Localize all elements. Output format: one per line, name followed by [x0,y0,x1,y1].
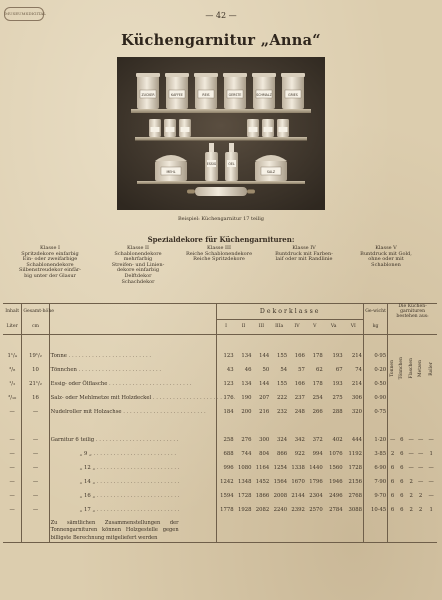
cell-parts: — [408,464,414,471]
class-col: III [252,319,270,334]
cell-name: Nudelroller mit Holzachse . . . [49,405,217,419]
cell-liter: 1¹/₄ [3,349,22,363]
cell-parts: — [417,478,424,485]
cell-price: 74 [355,366,363,373]
cell-price: 324 [276,436,288,443]
cell-price: 193 [332,380,343,387]
cell-price: 996 [223,464,234,471]
cell-liter: — [3,475,22,489]
cell-price: 50 [262,366,270,373]
cell-price: 57 [298,366,305,373]
table-row [3,391,437,405]
cell-price: 804 [259,450,270,457]
cell-price: 178 [312,380,323,387]
cell-liter: — [3,405,22,419]
photo-caption: Beispiel: Küchengarnitur 17 teilig [178,216,264,222]
cell-price: 342 [294,436,305,443]
part-col-roller [425,334,437,405]
price-table [3,303,437,543]
decor-class-heading: Klasse I [40,245,60,251]
cell-price: 178 [312,352,323,359]
cell-parts: — [428,492,434,499]
part-col-tonnen [388,334,397,405]
middle-shelf [135,137,307,141]
cell-price: 1866 [255,492,270,499]
cell-parts: 6 [400,506,404,513]
table-row [3,433,437,447]
cell-price: 1594 [220,492,234,499]
decor-class-line: ohne oder mit [368,256,404,263]
spice-label [181,127,190,132]
cell-price: 134 [241,352,252,359]
cell-price: 67 [335,366,343,373]
cell-name: „ 9 „ . . . [49,447,217,461]
rolling-pin-handle [187,190,195,194]
cell-liter: ¹/₂ [3,377,22,391]
cell-price: 275 [332,394,343,401]
table-footnote: Zu sämtlichen Zusammenstellungen der Tonnengarnituren können Holzgestelle gegen billigste Berechnung mitgeliefert werden [50,519,179,541]
decor-class-line: Schablonendekore [114,250,162,257]
cell-price: 1192 [348,450,363,457]
cell-cm: — [22,433,49,447]
jar-label: ESSIG [206,162,217,166]
upper-shelf [131,109,311,113]
cell-price: 46 [244,366,252,373]
cell-price: 276 [241,436,252,443]
rolling-pin [195,187,247,196]
cell-cm: — [22,475,49,489]
cell-price: 1338 [291,464,305,471]
cell-name: Tonne . . . [49,349,217,363]
jar-label: REIS [202,93,210,97]
cell-price: 166 [294,380,305,387]
cell-price: 62 [315,366,323,373]
jar-label: GRIES [288,93,298,97]
cell-price: 2304 [309,492,323,499]
class-col: VI [344,319,364,334]
rolling-pin-handle [247,190,255,194]
cell-price: 254 [312,394,323,401]
table-row [3,349,437,363]
cell-price: 320 [351,408,363,415]
cell-weight: 10·45 [364,503,388,517]
decor-class-4 [262,246,346,263]
cell-parts: — [408,450,414,457]
cell-weight: 0·75 [364,405,388,419]
jar-label: GERSTE [228,93,242,97]
jar-label: OEL [228,162,235,166]
cell-parts: 6 [390,492,395,499]
cell-price: 144 [259,380,270,387]
decor-class-line: Reiche Schablonendekore [185,250,253,257]
cell-weight: 0·50 [364,377,388,391]
decor-class-line: Delftdekor [124,272,152,279]
cell-price: 1564 [273,478,288,485]
cell-liter: — [3,489,22,503]
cell-cm: — [22,503,49,517]
canister-lid [165,73,189,77]
cell-parts: 6 [400,436,404,443]
spice-label [166,127,175,132]
cell-price: 43 [226,366,234,373]
cell-name: „ 16 „ . . . [49,489,217,503]
cell-price: 123 [223,380,234,387]
cell-price: 1728 [348,464,363,471]
table-row [3,503,437,517]
decor-class-line: Schablonen [371,261,401,268]
class-col: IV [288,319,306,334]
cell-price: 214 [351,380,363,387]
decor-class-line: Silbenstreudekor einfär- [18,267,82,274]
cell-parts: — [408,436,414,443]
cell-parts: 2 [390,450,395,457]
cell-parts: 1 [429,450,433,457]
cell-weight: 0·95 [364,349,388,363]
cell-cm: — [22,489,49,503]
bottle-neck [229,143,234,153]
canister-lid [194,73,218,77]
cell-parts: 2 [409,492,413,499]
decor-class-3 [180,246,258,263]
cell-price: 1946 [329,478,343,485]
cell-price: 3088 [348,506,363,513]
cell-price: 300 [259,436,270,443]
bottle-neck [209,143,214,153]
cell-weight: 3·85 [364,447,388,461]
cell-price: 232 [276,408,288,415]
decor-class-5 [348,246,424,268]
cell-price: 190 [241,394,252,401]
header-liter: Liter [3,319,22,334]
cell-parts: 2 [418,492,423,499]
cell-price: 2240 [273,506,288,513]
archive-stamp: MUSEUMSDIGITAL [4,7,44,21]
canister-lid [223,73,247,77]
cell-price: 1928 [237,506,252,513]
jar-label: KAFFEE [171,93,183,97]
cell-weight: 9·70 [364,489,388,503]
cell-parts: — [428,464,434,471]
cell-parts: 6 [400,478,404,485]
cell-price: 994 [312,450,323,457]
cell-price: 2144 [291,492,305,499]
cell-price: 866 [276,450,288,457]
cell-price: 444 [351,436,363,443]
cell-price: 214 [351,352,363,359]
part-col-label: Metzen [418,359,424,377]
cell-cm: — [22,461,49,475]
cell-price: 1778 [220,506,234,513]
cell-price: 166 [294,352,305,359]
cell-parts: 6 [400,464,404,471]
cell-name: Essig- oder Ölflasche . . . [49,377,217,391]
cell-price: 2156 [348,478,363,485]
cell-parts: 6 [400,492,404,499]
cell-parts: 6 [390,478,395,485]
lower-rail [137,181,305,184]
spice-label [264,127,273,132]
part-col-label: Roller [428,361,434,376]
cell-price: 1242 [220,478,234,485]
spice-label [249,127,258,132]
cell-weight: 0·90 [364,391,388,405]
cell-price: 306 [351,394,363,401]
jar-label: ZUCKER [141,93,155,97]
product-photo [117,57,325,210]
page-number: — 42 — [205,11,237,20]
cell-price: 216 [259,408,270,415]
decor-class-line: Spritzdekore einfarbig [21,250,79,257]
class-col: I [217,319,235,334]
part-col-label: Tönnchen [399,357,405,380]
decor-class-line: mehrfarbig [123,256,153,263]
cell-price: 1452 [255,478,270,485]
cell-price: 237 [294,394,305,401]
cell-liter: — [3,503,22,517]
cell-name: Garnitur 6 teilig . . . [49,433,217,447]
cell-price: 2496 [329,492,343,499]
cell-price: 2768 [348,492,363,499]
cell-parts: 1 [429,506,433,513]
jar-label: SALZ [266,170,276,174]
cell-parts: — [417,450,424,457]
header-gewicht: Ge-wicht [364,304,388,320]
header-inhalt: Inhalt [3,304,22,320]
cell-parts: 6 [390,464,395,471]
cell-cm: 16 [22,391,49,405]
cell-cm: 19¹/₂ [22,349,49,363]
decor-class-line: dekore einfarbig [116,267,160,274]
cell-cm: — [22,405,49,419]
table-row [3,377,437,391]
cell-price: 1348 [237,478,252,485]
cell-weight: 7·90 [364,475,388,489]
canister-lid [281,73,305,77]
cell-price: 54 [280,366,288,373]
cell-price: 372 [312,436,323,443]
part-col-metzen [416,334,425,405]
table-header [3,304,437,335]
cell-price: 1254 [273,464,288,471]
cell-parts: — [417,436,424,443]
header-kg: kg [364,319,388,334]
cell-price: 2082 [255,506,270,513]
class-col: V [306,319,324,334]
cell-parts: 2 [409,506,413,513]
cell-parts: 2 [409,478,413,485]
cell-parts: — [428,436,434,443]
cell-price: 207 [259,394,270,401]
decor-class-line: Streifen- und Linien- [111,261,165,268]
decor-class-line: laif oder mit Randlinie [275,256,333,263]
table-row [3,405,437,419]
decor-class-heading: Klasse III [207,245,231,251]
decor-class-line: big unter der Glasur [24,272,76,279]
table-row [3,475,437,489]
cell-name: „ 14 „ . . . [49,475,217,489]
cell-price: 1164 [255,464,270,471]
cell-price: 123 [223,352,234,359]
cell-price: 144 [259,352,270,359]
cell-price: 1080 [237,464,252,471]
cell-price: 2570 [309,506,323,513]
header-bestehend: Die Küchen-garnituren bestehen aus: [388,304,437,320]
cell-price: 688 [223,450,234,457]
cell-price: 1076 [329,450,343,457]
cell-liter: ³/₈ [3,363,22,377]
table-row [3,363,437,377]
header-gesamthoehe: Gesamt-höhe [22,304,49,320]
cell-price: 1440 [309,464,323,471]
cell-price: 1728 [237,492,252,499]
cell-price: 134 [241,380,252,387]
decor-class-line: Schablonendekore [26,261,74,268]
table-row [3,489,437,503]
cell-parts: — [389,436,396,443]
cell-weight: 1·20 [364,433,388,447]
cell-price: 744 [241,450,252,457]
cell-name: „ 12 „ . . . [49,461,217,475]
cell-price: 176 [223,394,234,401]
cell-weight: 6·90 [364,461,388,475]
cell-price: 1670 [291,478,305,485]
decor-class-line: Reiche Spritzdekore [193,256,245,263]
kitchen-set-illustration [117,57,325,210]
cell-liter: — [3,461,22,475]
cell-liter: ³/₁₀ [3,391,22,405]
part-col-toennchen [397,334,406,405]
header-cm: cm [22,319,49,334]
part-col-label: Flaschen [408,358,414,379]
cell-liter: — [3,447,22,461]
section-title: Spezialdekore für Küchengarnituren: [147,235,295,244]
class-col: IIIa [270,319,288,334]
decor-class-2 [98,246,178,285]
cell-price: 222 [276,394,288,401]
cell-parts: — [428,478,434,485]
cell-parts: 2 [418,506,423,513]
cell-price: 266 [312,408,323,415]
decor-class-line: Schachdekor [121,278,155,285]
cell-price: 2784 [329,506,343,513]
decor-class-heading: Klasse II [127,245,149,251]
class-col: Va [324,319,344,334]
cell-cm: — [22,447,49,461]
page-title: Küchengarnitur „Anna“ [121,32,321,49]
cell-price: 2392 [291,506,305,513]
spice-label [279,127,288,132]
decor-class-line: Buntdruck mit Farben- [275,250,333,257]
canister-lid [252,73,276,77]
cell-parts: 6 [390,506,395,513]
cell-price: 193 [332,352,343,359]
cell-price: 200 [241,408,252,415]
cell-name: „ 17 „ . . . [49,503,217,517]
cell-name: Tönnchen . . . [49,363,217,377]
spice-label [151,127,160,132]
cell-parts: 6 [400,450,404,457]
table-row [3,447,437,461]
header-dekorklasse: Dekorklasse [217,304,364,320]
cell-price: 184 [223,408,234,415]
part-col-flaschen [406,334,415,405]
decor-class-1 [14,246,86,280]
cell-parts: — [417,464,424,471]
cell-price: 288 [332,408,343,415]
cell-price: 1560 [329,464,343,471]
cell-price: 922 [294,450,305,457]
decor-class-line: Ein- oder zweifarbige [22,256,78,263]
decor-class-line: Buntdruck mit Gold, [360,250,412,257]
cell-price: 1796 [309,478,323,485]
cell-liter: — [3,433,22,447]
cell-price: 258 [223,436,234,443]
jar-label: SCHMALZ [256,93,272,97]
cell-price: 155 [276,352,288,359]
part-col-label: Tonnen [390,360,396,377]
class-col: II [235,319,253,334]
cell-price: 2008 [273,492,288,499]
jar-label: MEHL [166,170,176,174]
cell-weight: 0·20 [364,363,388,377]
decor-class-heading: Klasse V [375,245,397,251]
cell-price: 155 [276,380,288,387]
decor-class-heading: Klasse IV [292,245,316,251]
cell-price: 402 [332,436,343,443]
cell-cm: 10 [22,363,49,377]
cell-cm: 21¹/₂ [22,377,49,391]
cell-name: Salz- oder Mehlmetze mit Holzdeckel . . . [49,391,217,405]
canister-lid [136,73,160,77]
cell-price: 248 [294,408,305,415]
table-row [3,461,437,475]
